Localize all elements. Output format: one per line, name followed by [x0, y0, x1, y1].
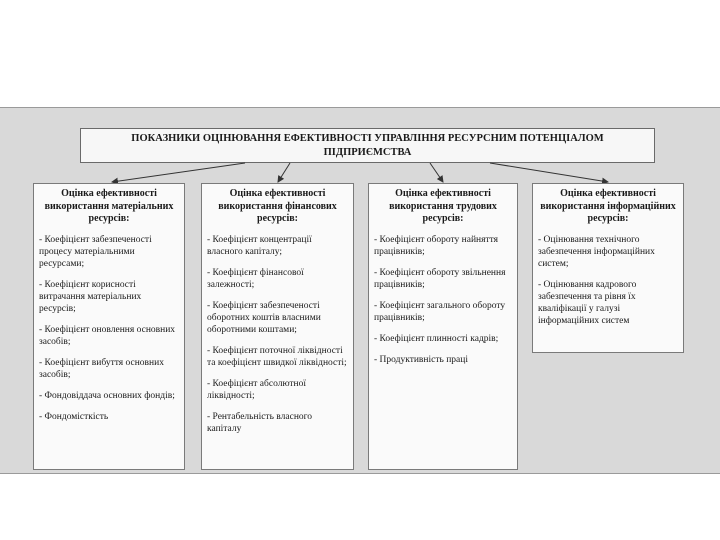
indicator-item: - Продуктивність праці [374, 354, 468, 365]
indicator-item: - Коефіцієнт плинності кадрів; [374, 333, 499, 344]
indicator-item: - Коефіцієнт фінансової залежності; [207, 267, 304, 290]
indicator-item: - Коефіцієнт концентрації власного капіталу; [207, 234, 312, 257]
indicator-item: - Коефіцієнт корисності витрачання матеріальних ресурсів; [39, 279, 142, 314]
financial-resources-column [201, 183, 354, 470]
column-heading: Оцінка ефективності використання трудових ресурсів: [389, 188, 497, 224]
column-heading: Оцінка ефективності використання матеріальних ресурсів: [44, 188, 174, 224]
labor-resources-column [368, 183, 518, 470]
indicator-item: - Коефіцієнт забезпеченості оборотних коштів власними оборотними коштами; [207, 300, 321, 335]
indicator-item: - Коефіцієнт поточної ліквідності та коефіцієнт швидкої ліквідності; [207, 345, 347, 368]
indicator-item: - Коефіцієнт абсолютної ліквідності; [207, 378, 307, 401]
title-box [80, 128, 655, 163]
indicator-item: - Оцінювання кадрового забезпечення та рівня їх кваліфікації у галузі інформаційних систем [538, 279, 637, 326]
indicator-item: - Коефіцієнт загального обороту працівників; [374, 300, 506, 323]
indicator-item: - Коефіцієнт вибуття основних засобів; [39, 357, 164, 380]
indicator-item: - Коефіцієнт оновлення основних засобів; [39, 324, 176, 347]
indicator-item: - Коефіцієнт обороту найняття працівників; [374, 234, 499, 257]
indicator-item: - Коефіцієнт обороту звільнення працівників; [374, 267, 506, 290]
indicator-item: - Оцінювання технічного забезпечення інформаційних систем; [538, 234, 655, 269]
column-heading: Оцінка ефективності використання фінансових ресурсів: [218, 188, 337, 224]
information-resources-column [532, 183, 684, 353]
material-resources-column [33, 183, 185, 470]
column-heading: Оцінка ефективності використання інформаційних ресурсів: [540, 188, 676, 224]
indicator-item: - Рентабельність власного капіталу [207, 411, 313, 434]
indicator-item: - Коефіцієнт забезпеченості процесу матеріальними ресурсами; [39, 234, 152, 269]
diagram-title: ПОКАЗНИКИ ОЦІНЮВАННЯ ЕФЕКТИВНОСТІ УПРАВЛІННЯ РЕСУРСНИМ ПОТЕНЦІАЛОМ ПІДПРИЄМСТВА [131, 132, 604, 158]
indicator-item: - Фондомісткість [39, 411, 109, 422]
indicator-item: - Фондовіддача основних фондів; [39, 390, 175, 401]
